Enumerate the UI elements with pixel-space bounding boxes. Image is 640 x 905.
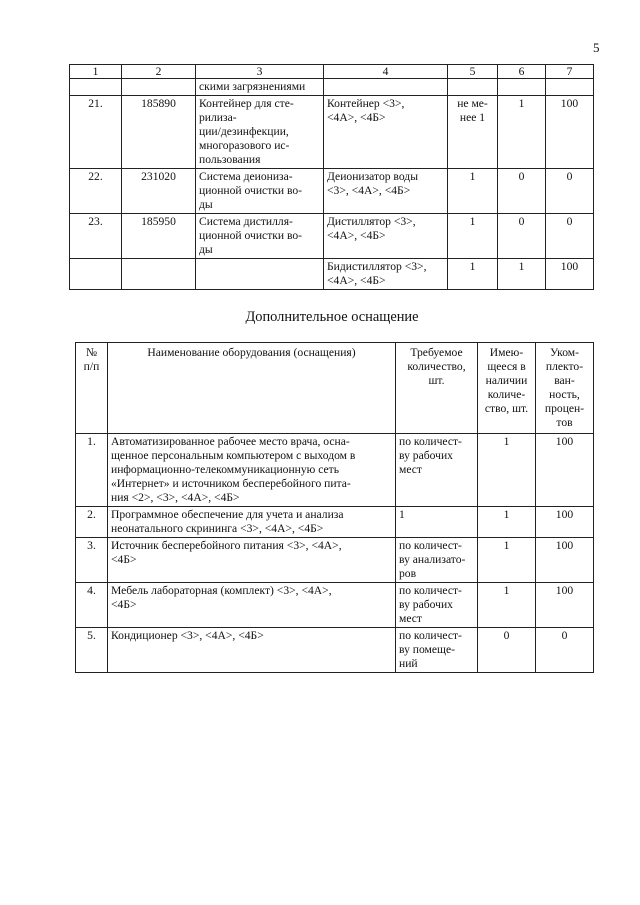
item-name: Система дистилля- ционной очистки во- ды — [196, 214, 324, 259]
page-number: 5 — [593, 40, 600, 55]
equipment-name: Деионизатор воды <3>, <4А>, <4Б> — [324, 169, 448, 214]
table-row — [70, 214, 594, 259]
required-quantity: 1 — [448, 169, 498, 214]
completeness-percent: 100 — [536, 434, 594, 507]
item-code — [122, 259, 196, 290]
column-number-row — [70, 65, 594, 79]
table-row — [76, 538, 594, 583]
section-heading: Дополнительное оснащение — [245, 309, 419, 325]
column-number: 7 — [546, 65, 594, 79]
available-quantity: 0 — [498, 169, 546, 214]
equipment-name: Автоматизированное рабочее место врача, осна- щенное персональным компьютером с выходом в информационно-телекоммуникационную сеть «Интернет» и источником бесперебойного пита- ния <2>, <3>, <4А>, <4Б> — [108, 434, 396, 507]
row-number: 3. — [76, 538, 108, 583]
column-number: 5 — [448, 65, 498, 79]
table-row — [70, 96, 594, 169]
item-name: Система деиониза- ционной очистки во- ды — [196, 169, 324, 214]
header-completeness: Уком- плекто- ван- ность, процен- тов — [536, 343, 594, 434]
header-name: Наименование оборудования (оснащения) — [108, 343, 396, 434]
row-number: 22. — [70, 169, 122, 214]
row-number: 1. — [76, 434, 108, 507]
required-quantity: по количест- ву рабочих мест — [396, 434, 478, 507]
available-quantity: 0 — [478, 628, 536, 673]
required-quantity: по количест- ву анализато- ров — [396, 538, 478, 583]
equipment-name: Дистиллятор <3>, <4А>, <4Б> — [324, 214, 448, 259]
available-quantity: 1 — [478, 538, 536, 583]
equipment-name: Кондиционер <3>, <4А>, <4Б> — [108, 628, 396, 673]
table-row — [76, 583, 594, 628]
completeness-percent: 100 — [546, 96, 594, 169]
available-quantity: 1 — [478, 583, 536, 628]
item-name — [196, 259, 324, 290]
column-number: 1 — [70, 65, 122, 79]
row-number: 2. — [76, 507, 108, 538]
additional-equipment-table — [75, 342, 594, 673]
available-quantity: 1 — [498, 259, 546, 290]
table-row — [76, 628, 594, 673]
required-quantity: 1 — [396, 507, 478, 538]
continuation-row — [70, 79, 594, 96]
row-number: 4. — [76, 583, 108, 628]
item-code: 185950 — [122, 214, 196, 259]
equipment-table-continued — [69, 64, 594, 290]
column-number: 3 — [196, 65, 324, 79]
required-quantity: 1 — [448, 214, 498, 259]
table2-header-row — [76, 343, 594, 434]
required-quantity: не ме- нее 1 — [448, 96, 498, 169]
item-name: Контейнер для сте- рилиза- ции/дезинфекции, многоразового ис- пользования — [196, 96, 324, 169]
completeness-percent: 100 — [546, 259, 594, 290]
row-number — [70, 259, 122, 290]
equipment-name: Программное обеспечение для учета и анализа неонатального скрининга <3>, <4А>, <4Б> — [108, 507, 396, 538]
completeness-percent: 100 — [536, 583, 594, 628]
completeness-percent: 100 — [536, 507, 594, 538]
row-number: 23. — [70, 214, 122, 259]
available-quantity: 1 — [498, 96, 546, 169]
table-row — [70, 259, 594, 290]
completeness-percent: 100 — [536, 538, 594, 583]
required-quantity: 1 — [448, 259, 498, 290]
required-quantity: по количест- ву помеще- ний — [396, 628, 478, 673]
equipment-name: Источник бесперебойного питания <3>, <4А>, <4Б> — [108, 538, 396, 583]
table2-body — [76, 434, 594, 673]
equipment-name: Мебель лабораторная (комплект) <3>, <4А>, <4Б> — [108, 583, 396, 628]
row-number: 5. — [76, 628, 108, 673]
table1-body — [70, 96, 594, 290]
header-num: № п/п — [76, 343, 108, 434]
available-quantity: 0 — [498, 214, 546, 259]
equipment-name: Контейнер <3>, <4А>, <4Б> — [324, 96, 448, 169]
column-number: 6 — [498, 65, 546, 79]
available-quantity: 1 — [478, 507, 536, 538]
table-row — [76, 507, 594, 538]
column-number: 4 — [324, 65, 448, 79]
column-number: 2 — [122, 65, 196, 79]
continuation-text: скими загрязнениями — [196, 79, 324, 96]
completeness-percent: 0 — [546, 169, 594, 214]
equipment-name: Бидистиллятор <3>, <4А>, <4Б> — [324, 259, 448, 290]
row-number: 21. — [70, 96, 122, 169]
item-code: 185890 — [122, 96, 196, 169]
header-required: Требуемое количество, шт. — [396, 343, 478, 434]
header-available: Имею- щееся в наличии количе- ство, шт. — [478, 343, 536, 434]
table-row — [76, 434, 594, 507]
completeness-percent: 0 — [546, 214, 594, 259]
available-quantity: 1 — [478, 434, 536, 507]
item-code: 231020 — [122, 169, 196, 214]
required-quantity: по количест- ву рабочих мест — [396, 583, 478, 628]
table-row — [70, 169, 594, 214]
completeness-percent: 0 — [536, 628, 594, 673]
